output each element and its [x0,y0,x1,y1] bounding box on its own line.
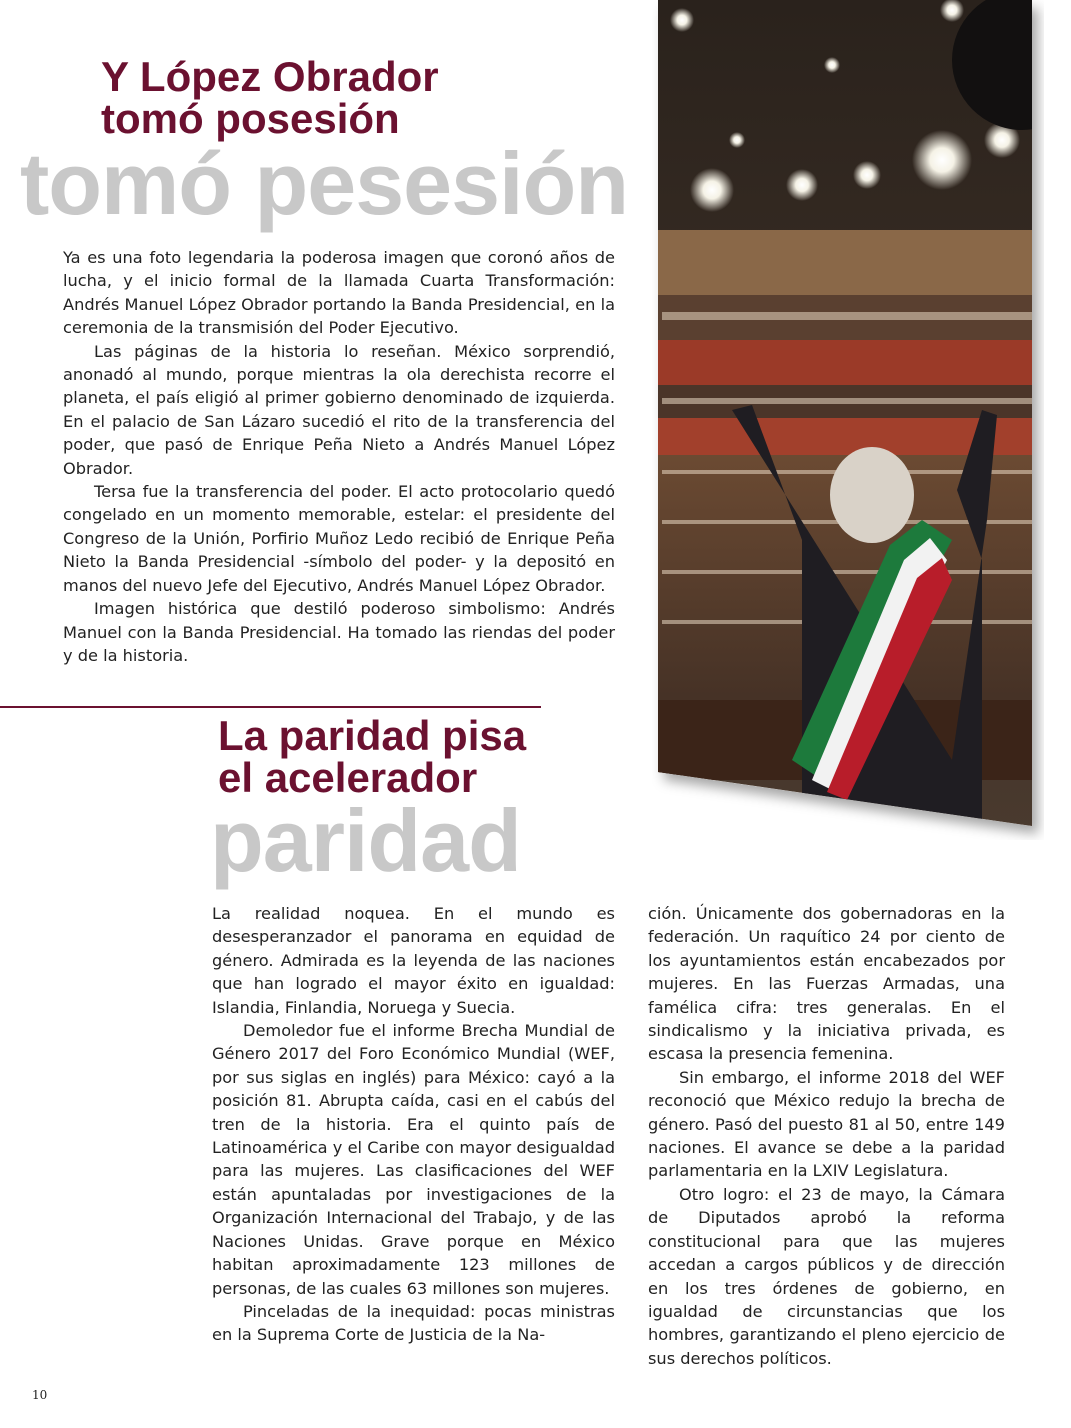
article2-paragraph: Otro logro: el 23 de mayo, la Cámara de Diputados aprobó la reforma constitucional para que las mujeres accedan a cargos públicos y de dirección en los tres órdenes de gobierno, en igualdad de circunstancias que los hombres, garantizando el pleno ejercicio de sus derechos políticos. [648,1184,1005,1368]
section-divider [0,706,541,708]
photo-frame [652,0,1044,840]
article2-paragraph: Demoledor fue el informe Brecha Mundial de Género 2017 del Foro Económico Mundial (WEF, por sus siglas en inglés) para México: cayó a la posición 81. Abrupta caída, casi en el cabús del tren de la historia. Era el quinto país de Latinoamérica y el Caribe con mayor desigualdad para las mujeres. Las clasificaciones del WEF están apuntaladas por investigaciones de la Organización Internacional del Trabajo, y de las Naciones Unidas. Grave porque en México habitan aproximadamente 123 millones de personas, de las cuales 63 millones son mujeres. [212,1021,615,1298]
ghost-word-paridad: paridad [210,791,521,890]
article1-headline-line1: Y López Obrador [101,53,439,100]
article1-paragraph: Tersa fue la transferencia del poder. El acto protocolario quedó congelado en un momento memorable, estelar: el presidente del Congreso de la Unión, Porfirio Muñoz Ledo recibió de Enrique Peña Nieto la Banda Presidencial -símbolo del poder- y la depositó en manos del nuevo Jefe del Ejecutivo, Andrés Manuel López Obrador. [63,482,615,595]
ghost-word-posesion: tomó pesesión [20,134,628,233]
article1-paragraph: Las páginas de la historia lo reseñan. México sorprendió, anonadó al mundo, porque mientras la ola derechista recorre el planeta, el país eligió al primer gobierno denominado de izquierda. En el palacio de San Lázaro sucedió el rito de la transferencia del poder, que pasó de Enrique Peña Nieto a Andrés Manuel López Obrador. [63,341,615,478]
article2-paragraph: ción. Únicamente dos gobernadoras en la federación. Un raquítico 24 por ciento de los ayuntamientos están encabezados por mujeres. En las Fuerzas Armadas, una famélica cifra: tres generalas. En el sindicalismo y la iniciativa privada, es escasa la presencia femenina. [648,904,1005,1064]
inauguration-photo [652,0,1044,840]
article1-headline [101,53,439,142]
article2-paragraph: Sin embargo, el informe 2018 del WEF reconoció que México redujo la brecha de género. Pasó del puesto 81 al 50, entre 149 naciones. El avance se debe a la paridad parlamentaria en la LXIV Legislatura. [648,1067,1005,1181]
article1-headline-line2: tomó posesión [101,95,400,142]
article1-body [63,246,615,667]
article2-headline-line1: La paridad pisa [218,712,527,759]
article2-paragraph: La realidad noquea. En el mundo es desesperanzador el panorama en equidad de género. Admirada es la leyenda de las naciones que han logrado el mayor éxito en igualdad: Islandia, Finlandia, Noruega y Suecia. [212,904,615,1017]
article2-paragraph: Pinceladas de la inequidad: pocas ministras en la Suprema Corte de Justicia de la Na- [212,1301,615,1345]
article2-headline [218,712,527,801]
article2-column-1 [212,902,615,1347]
article1-paragraph: Imagen histórica que destiló poderoso simbolismo: Andrés Manuel con la Banda Presidencial. Ha tomado las riendas del poder y de la historia. [63,599,615,665]
page-number: 10 [32,1388,48,1402]
article2-column-2 [648,902,1005,1370]
article2-headline-line2: el acelerador [218,754,478,801]
article1-paragraph: Ya es una foto legendaria la poderosa imagen que coronó años de lucha, y el inicio formal de la llamada Cuarta Transformación: Andrés Manuel López Obrador portando la Banda Presidencial, en la ceremonia de la transmisión del Poder Ejecutivo. [63,248,615,338]
